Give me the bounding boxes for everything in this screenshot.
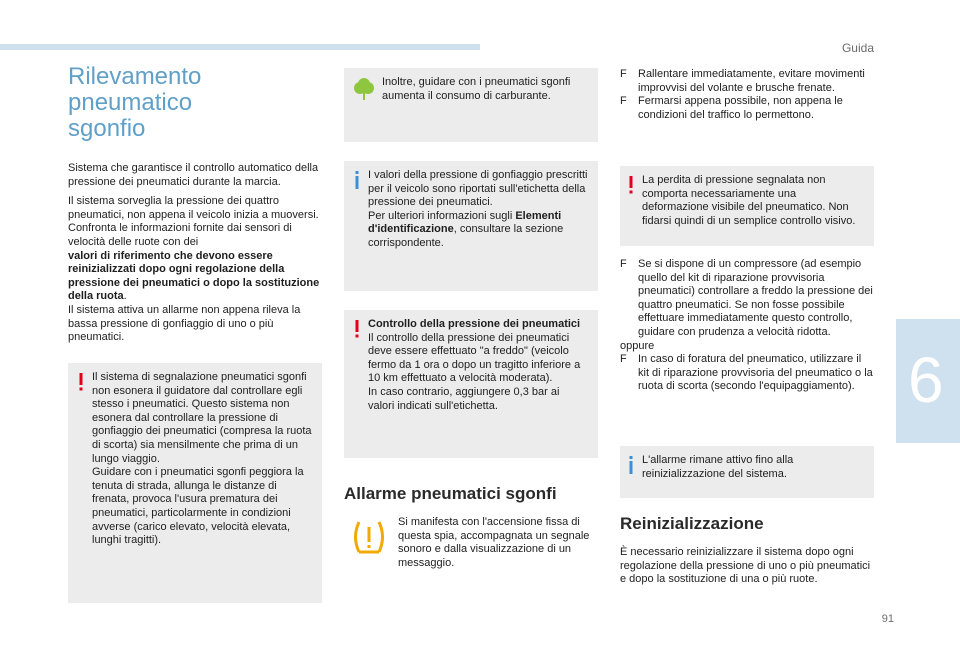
info-box-alarm: L'allarme rimane attivo fino alla reinizializzazione del sistema. (620, 446, 874, 498)
oppure-label: oppure (620, 339, 655, 352)
column-1 (68, 64, 322, 351)
info-box-pressure: I valori della pressione di gonfiaggio prescritti per il veicolo sono riportati sull'etichetta della pressione dei pneumatici. Per ulteriori informazioni sugli Elementi d'identificazione, consultare la sezione corrispondente. (344, 161, 598, 291)
chapter-tab (896, 319, 960, 443)
header-bar (0, 44, 480, 50)
warning-icon (350, 320, 364, 338)
tire-pressure-warning-icon (350, 518, 388, 556)
page-number: 91 (881, 613, 894, 625)
reset-paragraph: È necessario reinizializzare il sistema dopo ogni regolazione della pressione di uno o più pneumatici e dopo la sostituzione di una o più ruote. (620, 546, 871, 586)
list-item: F Se si dispone di un compressore (ad esempio quello del kit di riparazione provvisoria pneumatici) controllare a freddo la pressione dei quattro pneumatici. Se non fosse possibile effettuare immediatamente questo controllo, guidare con prudenza a velocità ridotta. (620, 258, 873, 338)
warning-box-cold-check: Controllo della pressione dei pneumatici Il controllo della pressione dei pneumatici deve essere effettuato "a freddo" (veicolo fermo da 1 ora o dopo un tragitto inferiore a 10 km effettuato a velocità moderata). In caso contrario, aggiungere 0,3 bar ai valori indicati sull'etichetta. (344, 310, 598, 458)
bullet-list-2 (620, 258, 874, 394)
warning-icon (74, 373, 88, 391)
section-label: Guida (841, 41, 874, 55)
list-item: F In caso di foratura del pneumatico, utilizzare il kit di riparazione provvisoria del pneumatico o la ruota di scorta (secondo l'equipaggiamento). (620, 353, 873, 393)
warning-icon (624, 176, 638, 194)
list-item: F Fermarsi appena possibile, non appena le condizioni del traffico lo permettono. (620, 95, 843, 121)
leaf-icon (352, 78, 376, 102)
list-item: F Rallentare immediatamente, evitare movimenti improvvisi del volante e brusche frenate. (620, 68, 865, 94)
chapter-number: 6 (908, 344, 944, 416)
intro-paragraph: Sistema che garantisce il controllo automatico della pressione dei pneumatici durante la marcia. (68, 162, 319, 188)
alarm-description: Si manifesta con l'accensione fissa di questa spia, accompagnata un segnale sonoro e dalla visualizzazione di un messaggio. (398, 516, 590, 569)
description-paragraph: Il sistema sorveglia la pressione dei quattro pneumatici, non appena il veicolo inizia a muoversi. Confronta le informazioni fornite dai sensori di velocità delle ruote con dei valori di riferimento che devono essere reinizializzati dopo ogni regolazione della pressione dei pneumatici o dopo la sostituzione della ruota. Il sistema attiva un allarme non appena rileva la bassa pressione di gonfiaggio di uno o più pneumatici. (68, 195, 320, 344)
info-icon (624, 456, 638, 474)
info-icon (350, 171, 364, 189)
warning-box-check: Il sistema di segnalazione pneumatici sgonfi non esonera il guidatore dal controllare egli stesso i pneumatici. Questo sistema non esonera dal controllare la pressione di gonfiaggio dei pneumatici (compresa la ruota di scorta) sia mensilmente che prima di un lungo viaggio. Guidare con i pneumatici sgonfi peggiora la tenuta di strada, allunga le distanze di frenata, provoca l'usura prematura dei pneumatici, particolarmente in condizioni avverse (carico elevato, velocità elevata, lunghi tragitti). (68, 363, 322, 603)
heading-alarm: Allarme pneumatici sgonfi (344, 484, 557, 503)
warning-box-deformation: La perdita di pressione segnalata non comporta necessariamente una deformazione visibile del pneumatico. Non fidarsi quindi di un semplice controllo visivo. (620, 166, 874, 246)
eco-box: Inoltre, guidare con i pneumatici sgonfi aumenta il consumo di carburante. (344, 68, 598, 142)
page-title: Rilevamento pneumatico sgonfio (68, 63, 202, 142)
bullet-list-1 (620, 68, 874, 122)
heading-reset: Reinizializzazione (620, 514, 764, 533)
